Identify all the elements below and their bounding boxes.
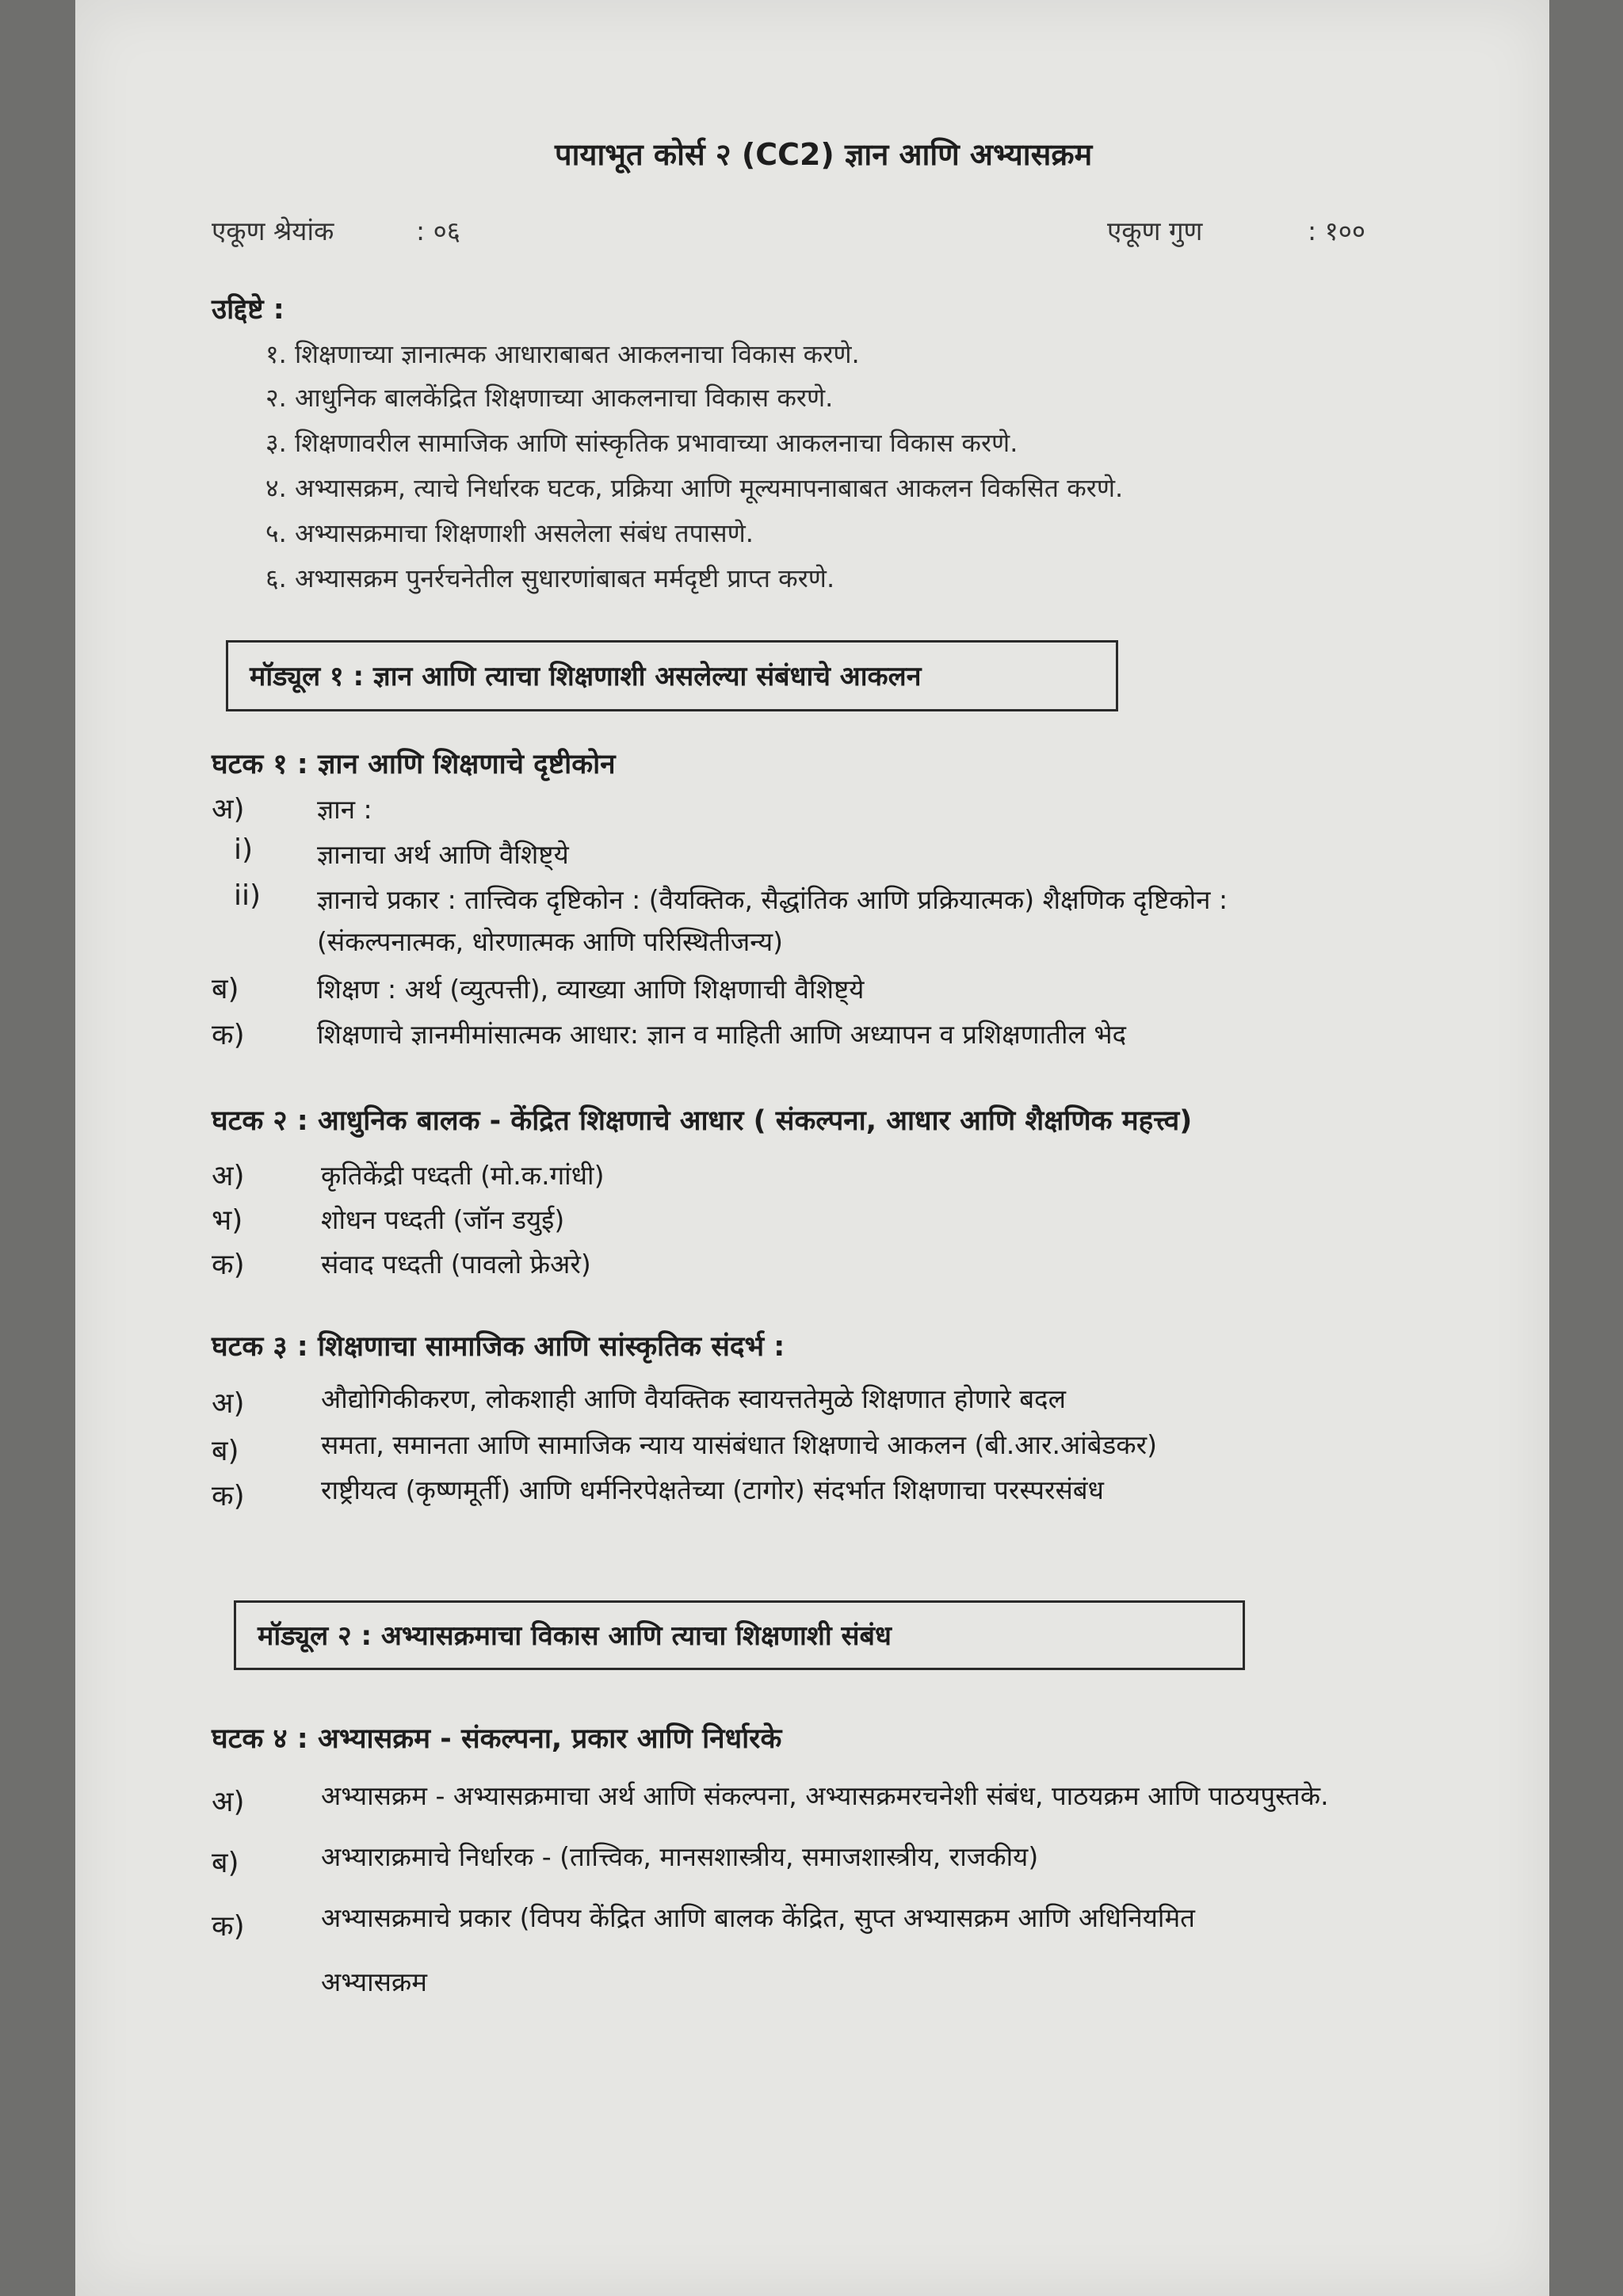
unit4-heading: घटक ४ : अभ्यासक्रम - संकल्पना, प्रकार आणि निर्धारके: [212, 1723, 782, 1755]
list-marker: क): [212, 1249, 245, 1281]
list-marker: अ): [212, 1387, 245, 1420]
unit3-item: औद्योगिकीकरण, लोकशाही आणि वैयक्तिक स्वायत्ततेमुळे शिक्षणात होणारे बदल: [321, 1383, 1066, 1414]
objectives-heading: उद्दिष्टे :: [212, 294, 285, 326]
objective-item: ५. अभ्यासक्रमाचा शिक्षणाशी असलेला संबंध तपासणे.: [265, 518, 754, 548]
objective-item: ६. अभ्यासक्रम पुनर्रचनेतील सुधारणांबाबत मर्मदृष्टी प्राप्त करणे.: [265, 563, 835, 593]
unit3-item: राष्ट्रीयत्व (कृष्णमूर्ती) आणि धर्मनिरपेक्षतेच्या (टागोर) संदर्भात शिक्षणाचा परस्परसंबंध: [321, 1474, 1104, 1505]
list-marker: ii): [234, 879, 262, 912]
unit1-item-i: ज्ञानाचा अर्थ आणि वैशिष्ट्ये: [317, 839, 569, 870]
unit1-item-ii-line2: (संकल्पनात्मक, धोरणात्मक आणि परिस्थितीजन्य): [317, 926, 784, 957]
list-marker: अ): [212, 1786, 245, 1818]
list-marker: भ): [212, 1204, 243, 1237]
list-marker: अ): [212, 793, 245, 826]
objective-item: १. शिक्षणाच्या ज्ञानात्मक आधाराबाबत आकलनाचा विकास करणे.: [265, 339, 860, 369]
module1-title: मॉड्यूल १ : ज्ञान आणि त्याचा शिक्षणाशी असलेल्या संबंधाचे आकलन: [250, 661, 922, 692]
list-marker: ब): [212, 1435, 239, 1467]
unit1-item-ii-line1: ज्ञानाचे प्रकार : तात्त्विक दृष्टिकोन : (वैयक्तिक, सैद्धांतिक आणि प्रक्रियात्मक) शैक्षणिक दृष्टिकोन :: [317, 884, 1228, 915]
list-marker: ब): [212, 1847, 239, 1879]
objective-item: २. आधुनिक बालकेंद्रित शिक्षणाच्या आकलनाचा विकास करणे.: [265, 383, 834, 413]
page-title: पायाभूत कोर्स २ (CC2) ज्ञान आणि अभ्यासक्रम: [555, 137, 1093, 172]
list-marker: क): [212, 1480, 245, 1512]
unit3-heading: घटक ३ : शिक्षणाचा सामाजिक आणि सांस्कृतिक संदर्भ :: [212, 1331, 785, 1363]
unit1-heading: घटक १ : ज्ञान आणि शिक्षणाचे दृष्टीकोन: [212, 749, 616, 780]
unit1-item-a: ज्ञान :: [317, 794, 372, 825]
unit2-item: कृतिकेंद्री पध्दती (मो.क.गांधी): [321, 1160, 605, 1191]
unit2-heading: घटक २ : आधुनिक बालक - केंद्रित शिक्षणाचे आधार ( संकल्पना, आधार आणि शैक्षणिक महत्त्व): [212, 1105, 1193, 1137]
unit2-item: शोधन पध्दती (जॉन डयुई): [321, 1204, 565, 1235]
unit4-item-k-line1: अभ्यासक्रमाचे प्रकार (विपय केंद्रित आणि बालक केंद्रित, सुप्त अभ्यासक्रम आणि अधिनियमित: [321, 1902, 1195, 1933]
unit1-item-k: शिक्षणाचे ज्ञानमीमांसात्मक आधार: ज्ञान व माहिती आणि अध्यापन व प्रशिक्षणातील भेद: [317, 1019, 1127, 1050]
objective-item: ३. शिक्षणावरील सामाजिक आणि सांस्कृतिक प्रभावाच्या आकलनाचा विकास करणे.: [265, 428, 1018, 458]
unit4-item-b: अभ्याराक्रमाचे निर्धारक - (तात्त्विक, मानसशास्त्रीय, समाजशास्त्रीय, राजकीय): [321, 1841, 1039, 1872]
unit2-item: संवाद पध्दती (पावलो फ्रेअरे): [321, 1249, 591, 1280]
marks-label: एकूण गुण: [1107, 215, 1203, 246]
unit4-item-a: अभ्यासक्रम - अभ्यासक्रमाचा अर्थ आणि संकल्पना, अभ्यासक्रमरचनेशी संबंध, पाठयक्रम आणि पाठयपुस्तके.: [321, 1780, 1329, 1811]
list-marker: क): [212, 1019, 245, 1051]
unit4-item-k-line2: अभ्यासक्रम: [321, 1966, 428, 1997]
unit3-item: समता, समानता आणि सामाजिक न्याय यासंबंधात शिक्षणाचे आकलन (बी.आर.आंबेडकर): [321, 1429, 1157, 1460]
list-marker: i): [234, 833, 254, 866]
unit1-item-b: शिक्षण : अर्थ (व्युत्पत्ती), व्याख्या आणि शिक्षणाची वैशिष्ट्ये: [317, 974, 865, 1005]
credits-value: : ०६: [416, 215, 460, 246]
document-page: [75, 0, 1549, 2296]
list-marker: अ): [212, 1160, 245, 1192]
objective-item: ४. अभ्यासक्रम, त्याचे निर्धारक घटक, प्रक्रिया आणि मूल्यमापनाबाबत आकलन विकसित करणे.: [265, 473, 1124, 503]
list-marker: क): [212, 1910, 245, 1943]
marks-value: : १००: [1308, 215, 1366, 246]
list-marker: ब): [212, 973, 239, 1005]
module2-title: मॉड्यूल २ : अभ्यासक्रमाचा विकास आणि त्याचा शिक्षणाशी संबंध: [258, 1620, 892, 1652]
credits-label: एकूण श्रेयांक: [212, 215, 334, 246]
